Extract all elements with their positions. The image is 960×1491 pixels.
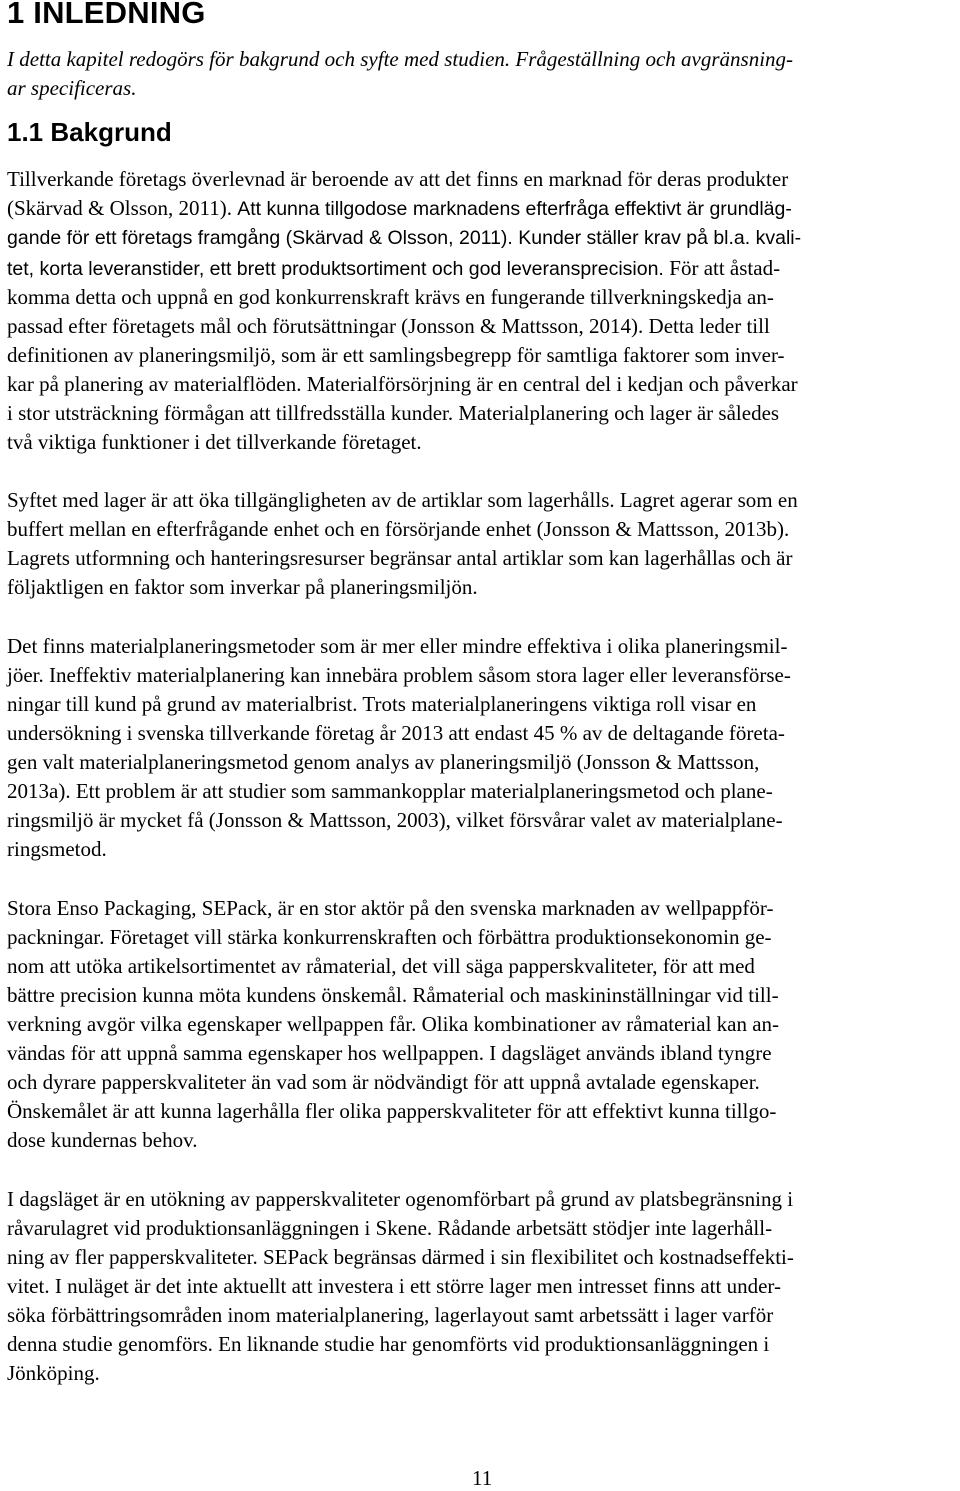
p1-line-9: i stor utsträckning förmågan att tillfredsställa kunder. Materialplanering och lager är således: [7, 401, 780, 425]
p3-line-1: Det finns materialplaneringsmetoder som är mer eller mindre effektiva i olika planeringsmil-: [7, 634, 788, 658]
p1-line-2b: Att kunna tillgodose marknadens efterfråga effektivt är grundläg-: [237, 198, 792, 220]
p1-line-8: kar på planering av materialflöden. Materialförsörjning är en central del i kedjan och påverkar: [7, 372, 798, 396]
p5-line-5: söka förbättringsområden inom materialplanering, lagerlayout samt arbetssätt i lager varför: [7, 1303, 774, 1327]
p2-line-2: buffert mellan en efterfrågande enhet och en försörjande enhet (Jonsson & Mattsson, 2013b).: [7, 517, 790, 541]
p1-line-6: passad efter företagets mål och förutsättningar (Jonsson & Mattsson, 2014). Detta leder till: [7, 314, 770, 338]
section-heading: 1.1 Bakgrund: [7, 117, 172, 147]
p3-line-5: gen valt materialplaneringsmetod genom analys av planeringsmiljö (Jonsson & Mattsson,: [7, 750, 760, 774]
p5-line-2: råvarulagret vid produktionsanläggningen i Skene. Rådande arbetsätt stödjer inte lagerhåll-: [7, 1216, 773, 1240]
p3-line-4: undersökning i svenska tillverkande företag år 2013 att endast 45 % av de deltagande företa-: [7, 721, 785, 745]
p2-line-3: Lagrets utformning och hanteringsresurser begränsar antal artiklar som kan lagerhållas och är: [7, 546, 793, 570]
p4-line-3: nom att utöka artikelsortimentet av råmaterial, det vill säga papperskvaliteter, för att med: [7, 954, 755, 978]
p1-line-4: [7, 256, 780, 281]
p3-line-6: 2013a). Ett problem är att studier som sammankopplar materialplaneringsmetod och plane-: [7, 779, 773, 803]
chapter-heading: 1 INLEDNING: [7, 0, 206, 30]
p1-line-5: komma detta och uppnå en god konkurrenskraft krävs en fungerande tillverkningskedja an-: [7, 285, 774, 309]
p1-line-2: [7, 196, 792, 221]
p3-line-7: ringsmiljö är mycket få (Jonsson & Mattsson, 2003), vilket försvårar valet av materialplane-: [7, 808, 783, 832]
p5-line-6: denna studie genomförs. En liknande studie har genomförts vid produktionsanläggningen i: [7, 1332, 770, 1356]
p5-line-3: ning av fler papperskvaliteter. SEPack begränsas därmed i sin flexibilitet och kostnadseffekti-: [7, 1245, 794, 1269]
p4-line-6: vändas för att uppnå samma egenskaper hos wellpappen. I dagsläget används ibland tyngre: [7, 1041, 772, 1065]
p5-line-7: Jönköping.: [7, 1361, 100, 1385]
p2-line-1: Syftet med lager är att öka tillgängligheten av de artiklar som lagerhålls. Lagret agerar som en: [7, 488, 798, 512]
p1-line-7: definitionen av planeringsmiljö, som är ett samlingsbegrepp för samtliga faktorer som inver-: [7, 343, 785, 367]
p1-line-1: Tillverkande företags överlevnad är beroende av att det finns en marknad för deras produkter: [7, 167, 789, 191]
intro-line-2: ar specificeras.: [7, 76, 137, 100]
p1-line-2a: (Skärvad & Olsson, 2011).: [7, 196, 238, 220]
intro-line-1: I detta kapitel redogörs för bakgrund och syfte med studien. Frågeställning och avgränsning-: [7, 47, 794, 71]
p4-line-5: verkning avgör vilka egenskaper wellpappen får. Olika kombinationer av råmaterial kan an-: [7, 1012, 780, 1036]
p3-line-8: ringsmetod.: [7, 837, 107, 861]
p4-line-8: Önskemålet är att kunna lagerhålla fler olika papperskvaliteter för att effektivt kunna tillgo-: [7, 1099, 777, 1123]
p3-line-2: jöer. Ineffektiv materialplanering kan innebära problem såsom stora lager eller leveransförse-: [7, 663, 791, 687]
p3-line-3: ningar till kund på grund av materialbrist. Trots materialplaneringens viktiga roll visar en: [7, 692, 757, 716]
p4-line-7: och dyrare papperskvaliteter än vad som är nödvändigt för att uppnå avtalade egenskaper.: [7, 1070, 760, 1094]
p4-line-4: bättre precision kunna möta kundens önskemål. Råmaterial och maskininställningar vid till-: [7, 983, 779, 1007]
p5-line-4: vitet. I nuläget är det inte aktuellt att investera i ett större lager men intresset finns att under-: [7, 1274, 781, 1298]
page-number: 11: [472, 1466, 493, 1490]
p4-line-1: Stora Enso Packaging, SEPack, är en stor aktör på den svenska marknaden av wellpappför-: [7, 896, 774, 920]
p1-line-3: gande för ett företags framgång (Skärvad & Olsson, 2011). Kunder ställer krav på bl.a. kvali-: [7, 227, 802, 249]
p1-line-4b: För att åstad-: [669, 256, 781, 280]
p1-line-10: två viktiga funktioner i det tillverkande företaget.: [7, 430, 422, 454]
p1-line-4a: tet, korta leveranstider, ett brett produktsortiment och god leveransprecision.: [7, 258, 670, 280]
p2-line-4: följaktligen en faktor som inverkar på planeringsmiljön.: [7, 575, 478, 599]
p4-line-9: dose kundernas behov.: [7, 1128, 198, 1152]
p5-line-1: I dagsläget är en utökning av papperskvaliteter ogenomförbart på grund av platsbegränsning i: [7, 1187, 794, 1211]
p4-line-2: packningar. Företaget vill stärka konkurrenskraften och förbättra produktionsekonomin ge-: [7, 925, 772, 949]
